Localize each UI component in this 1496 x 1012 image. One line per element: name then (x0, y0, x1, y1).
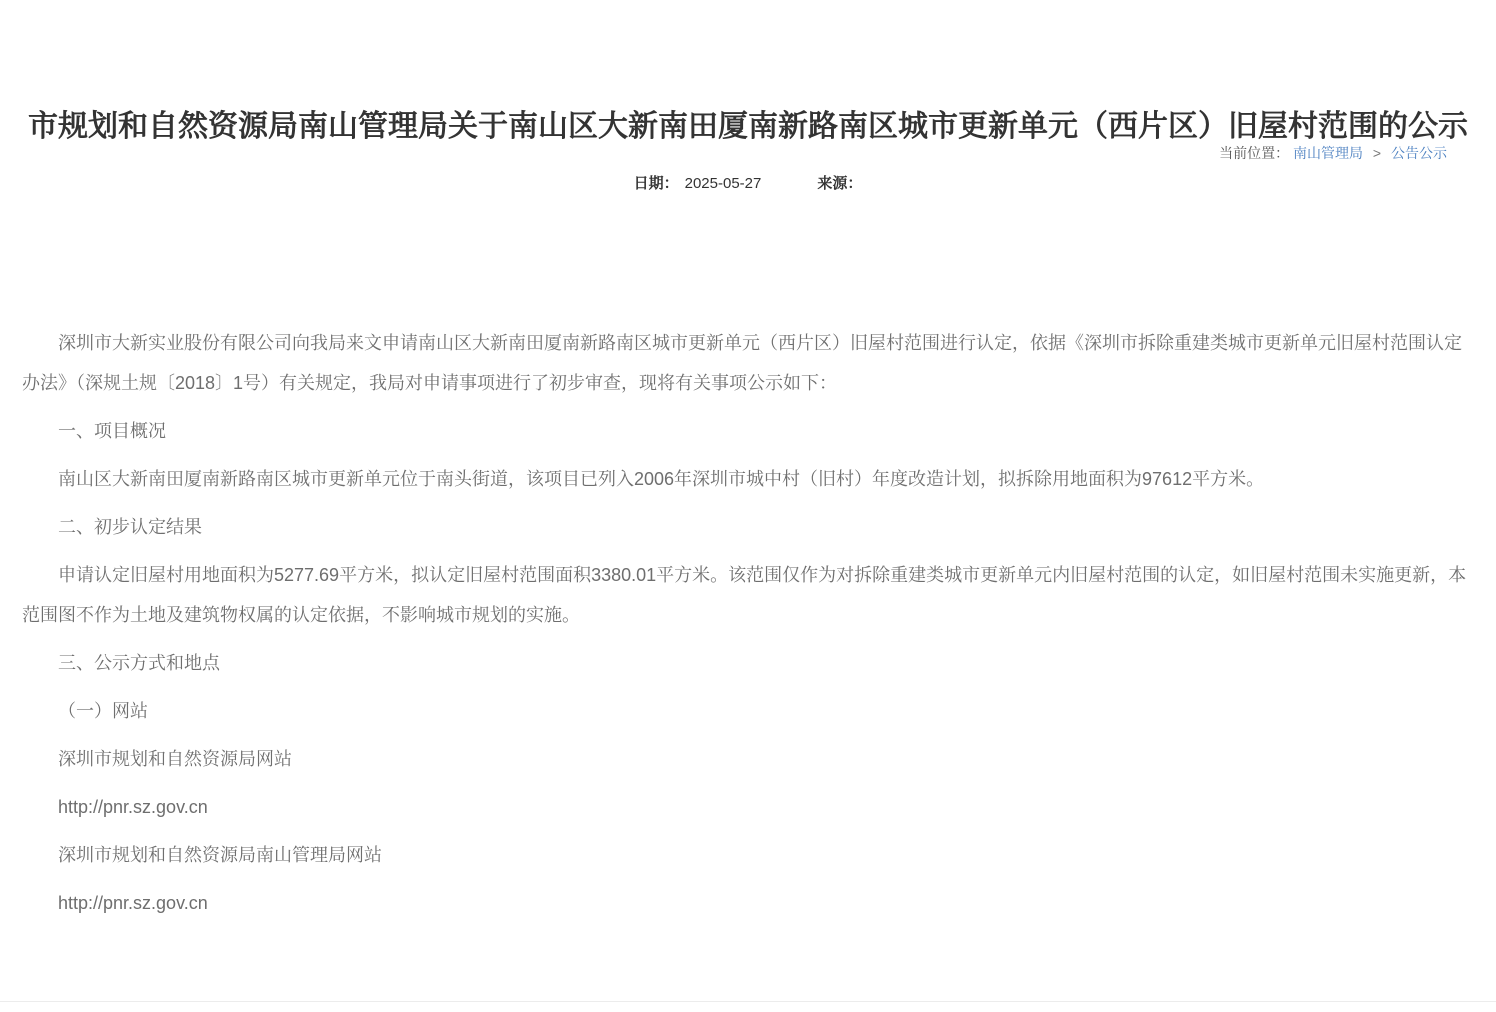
paragraph-project-overview: 南山区大新南田厦南新路南区城市更新单元位于南头街道，该项目已列入2006年深圳市城中村（旧村）年度改造计划，拟拆除用地面积为97612平方米。 (58, 469, 1265, 489)
date-label: 日期： (633, 175, 679, 192)
article-meta (0, 172, 1496, 193)
date-value: 2025-05-27 (684, 175, 762, 192)
breadcrumb-separator: > (1372, 145, 1382, 161)
paragraph-nanshan-site-name: 深圳市规划和自然资源局南山管理局网站 (58, 845, 382, 865)
article-body (22, 323, 1474, 923)
page-title: 市规划和自然资源局南山管理局关于南山区大新南田厦南新路南区城市更新单元（西片区）旧屋村范围的公示 (28, 110, 1468, 143)
paragraph-pnr-site-name: 深圳市规划和自然资源局网站 (58, 749, 292, 769)
section-heading-2: 二、初步认定结果 (58, 517, 202, 537)
paragraph-preliminary-result: 申请认定旧屋村用地面积为5277.69平方米，拟认定旧屋村范围面积3380.01平方米。该范围仅作为对拆除重建类城市更新单元内旧屋村范围的认定，如旧屋村范围未实施更新，本范围图不作为土地及建筑物权属的认定依据，不影响城市规划的实施。 (22, 565, 1467, 625)
paragraph-nanshan-site-url-cutoff: http://pnr.sz.gov.cn (58, 893, 208, 913)
paragraph-intro: 深圳市大新实业股份有限公司向我局来文申请南山区大新南田厦南新路南区城市更新单元（西片区）旧屋村范围进行认定，依据《深圳市拆除重建类城市更新单元旧屋村范围认定办法》（深规土规〔2018〕1号）有关规定，我局对申请事项进行了初步审查，现将有关事项公示如下： (22, 333, 1462, 393)
section-heading-3: 三、公示方式和地点 (58, 653, 220, 673)
section-heading-1: 一、项目概况 (58, 421, 166, 441)
bottom-divider (0, 1001, 1496, 1002)
paragraph-subsection-website: （一）网站 (58, 701, 148, 721)
breadcrumb (1219, 143, 1447, 163)
paragraph-pnr-site-url: http://pnr.sz.gov.cn (58, 797, 208, 817)
source-label: 来源： (817, 175, 863, 192)
breadcrumb-link-nanshan-bureau[interactable]: 南山管理局 (1293, 145, 1364, 161)
breadcrumb-link-announcements[interactable]: 公告公示 (1391, 145, 1447, 161)
breadcrumb-label: 当前位置： (1219, 145, 1290, 161)
announcement-page (0, 110, 1496, 1012)
